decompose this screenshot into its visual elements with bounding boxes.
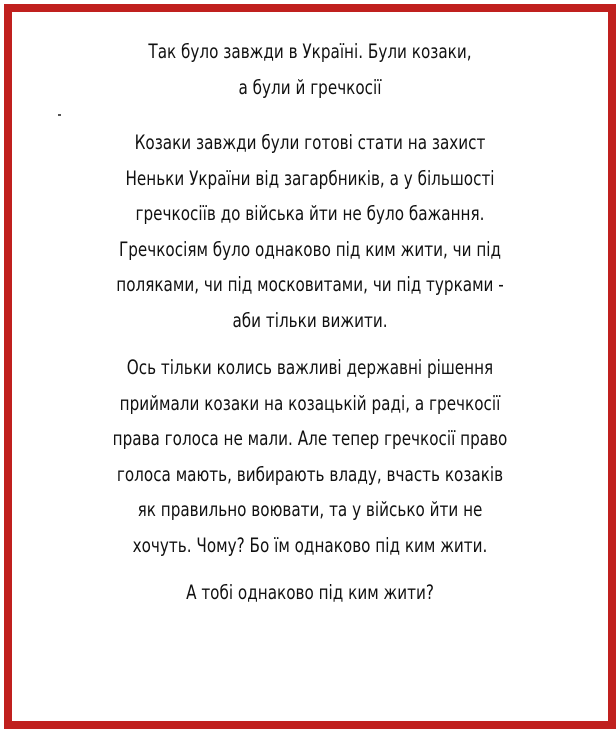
text-line: Неньки України від загарбників, а у більшості [125, 166, 495, 190]
heading-line: Так було завжди в Україні. Були козаки, [148, 40, 472, 63]
text-line: Ось тільки колись важливі державні рішення [126, 356, 494, 379]
text-line: як правильно воювати, та у військо йти не [137, 498, 483, 521]
text-line: гречкосіїв до війська йти не було бажання. [135, 202, 485, 225]
text-line: приймали козаки на козацькій раді, а гречкосії [119, 391, 501, 415]
text-line: Гречкосіям було однаково під ким жити, чи під [118, 237, 502, 261]
text-line: поляками, чи під московитами, чи під турками - [116, 273, 504, 296]
text-line: Козаки завжди були готові стати на захист [134, 131, 486, 154]
heading [98, 34, 522, 105]
red-frame-border [4, 4, 616, 729]
text-line: хочуть. Чому? Бо їм однаково під ким жити. [132, 533, 488, 557]
question-line: А тобі однаково під ким жити? [186, 581, 434, 604]
heading-line: а були й гречкосії [238, 75, 382, 99]
paragraph-1 [98, 125, 522, 338]
text-line: аби тільки вижити. [232, 308, 388, 332]
text-line: голоса мають, вибирають владу, вчасть козаків [116, 462, 504, 486]
text-content [12, 12, 608, 721]
closing-question [98, 575, 522, 611]
text-line: права голоса не мали. Але тепер гречкосії право [112, 427, 508, 450]
paragraph-2 [98, 350, 522, 563]
